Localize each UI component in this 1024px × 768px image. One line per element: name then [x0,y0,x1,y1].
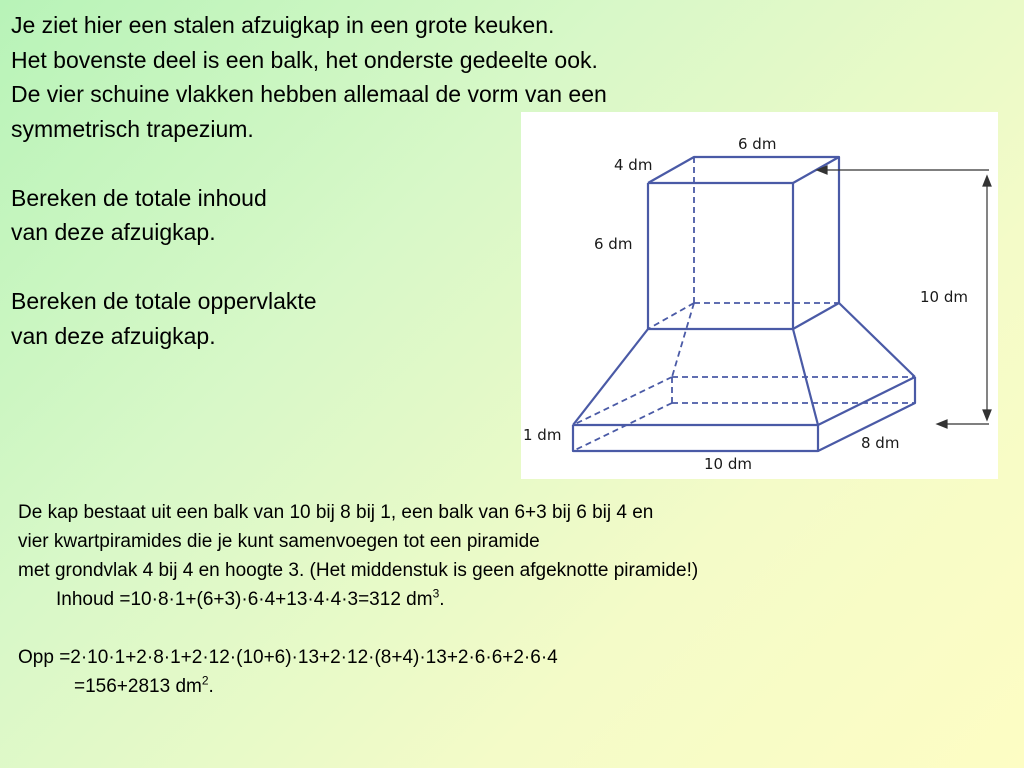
hood-drawing [573,157,915,451]
top-box-bottom-right [793,303,839,329]
label-total-height: 10 dm [920,288,968,306]
slant-back-right [839,303,915,377]
solution-line-2: vier kwartpiramides die je kunt samenvoegen tot een piramide [18,531,540,552]
hidden-base-left [573,377,672,425]
intro-line-2: Het bovenste deel is een balk, het onderste gedeelte ook. [11,46,598,73]
height-arrow-top [983,176,991,186]
height-arrow-bottom [983,410,991,420]
intro-line-4: symmetrisch trapezium. [11,115,254,142]
solution-line-3: met grondvlak 4 bij 4 en hoogte 3. (Het middenstuk is geen afgeknotte piramide!) [18,560,699,581]
hidden-edges [573,157,915,451]
intro-line-3: De vier schuine vlakken hebben allemaal de vorm van een [11,81,607,107]
volume-answer [18,585,1008,614]
volume-formula: Inhoud =10·8·1+(6+3)·6·4+13·4·4·3=312 dm [56,589,433,610]
bottom-reference-arrowhead [937,420,947,428]
area-formula: Opp =2·10·1+2·8·1+2·12·(10+6)·13+2·12·(8+4)·13+2·6·6+2·6·4 [18,647,558,668]
label-top-depth: 4 dm [614,156,653,174]
slant-front-left [573,329,648,425]
top-box-top [648,157,839,183]
intro-line-1: Je ziet hier een stalen afzuigkap in een grote keuken. [11,12,555,38]
label-base-height: 1 dm [523,426,562,444]
question-area-line-2: van deze afzuigkap. [11,322,216,349]
volume-period: . [439,589,445,610]
area-unit-exponent: 2 [201,673,209,688]
area-period: . [208,676,214,697]
label-top-width: 6 dm [738,135,777,153]
area-answer [18,672,1008,701]
hidden-base-left-bottom [573,403,672,451]
range-hood-diagram [521,112,998,479]
area-result: =156+2813 dm [74,676,202,697]
question-area-line-1: Bereken de totale oppervlakte [11,288,317,314]
label-top-height: 6 dm [594,235,633,253]
dimension-labels [523,135,968,473]
solution-line-1: De kap bestaat uit een balk van 10 bij 8 bij 1, een balk van 6+3 bij 6 bij 4 en [18,502,654,523]
label-base-depth: 8 dm [861,434,900,452]
base-top-right [818,377,915,425]
volume-unit-exponent: 3 [432,586,440,601]
base-box-front [573,425,818,451]
question-volume-line-1: Bereken de totale inhoud [11,184,267,211]
label-base-width: 10 dm [704,455,752,473]
question-volume-line-2: van deze afzuigkap. [11,219,216,245]
solution-text [18,498,1008,701]
top-box-front [648,183,793,329]
